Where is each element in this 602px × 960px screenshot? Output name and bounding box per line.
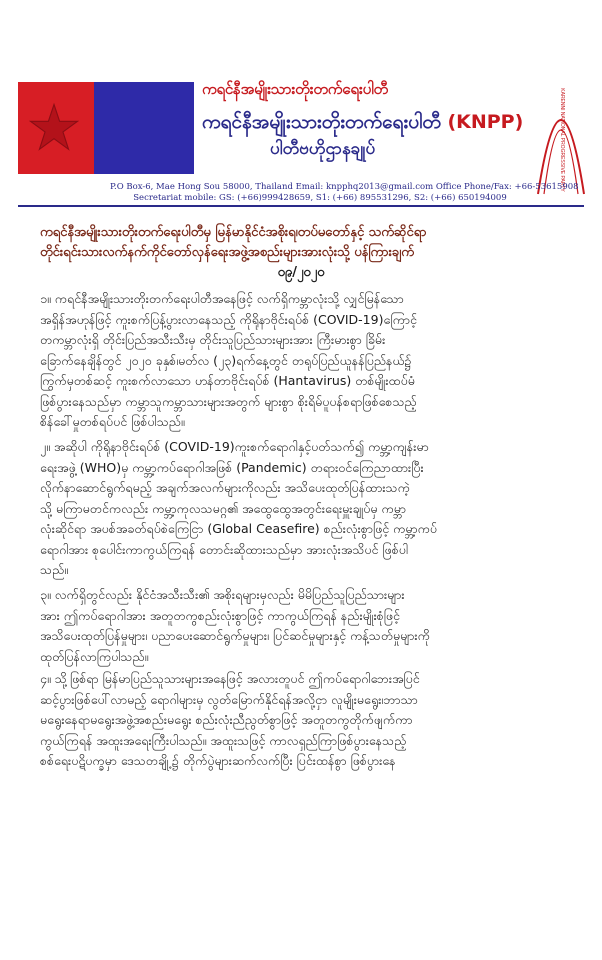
paragraph-line: လုံးဆိုင်ရာ အပစ်အခတ်ရပ်စဲကြေငြာ (Global Ceasefire) စည်းလုံးစွာဖြင့် ကမ္ဘာ့ကပ် bbox=[40, 521, 438, 536]
paragraph-line: ကြွက်မှတစ်ဆင့် ကူးစက်လာသော ဟန်တာဗိုင်းရပ်စ် (Hantavirus) တစ်မျိုးထပ်မံ bbox=[40, 373, 415, 388]
paragraph-line: စိန်ခေါ်မှုတစ်ရပ်ပင် ဖြစ်ပါသည်။ bbox=[40, 414, 185, 429]
paragraph-line: ၂။ အဆိုပါ ကိုရိုနာဗိုင်းရပ်စ် (COVID-19)ကူးစက်ရောဂါနှင့်ပတ်သက်၍ ကမ္ဘာ့ကျန်းမာ bbox=[40, 439, 429, 454]
contact-address: P.O Box-6, Mae Hong Sou 58000, Thailand Email: knpphq2013@gmail.com Office Phone/Fax: +66-53615908 bbox=[110, 182, 579, 192]
paragraph-line: ထုတ်ပြန်လာကြပါသည်။ bbox=[40, 648, 149, 664]
paragraph-line: ကွယ်ကြရန် အထူးအရေးကြီးပါသည်။ အထူးသဖြင့် ကာလရှည်ကြာဖြစ်ပွားနေသည့် bbox=[40, 732, 407, 748]
paragraph-line: မရွေးနေရာမရွေးအဖွဲ့အစည်းမရွေး စည်းလုံးညီညွတ်စွာဖြင့် အတူတကွတိုက်ဖျက်ကာ bbox=[40, 712, 413, 727]
paragraph-line: လိုက်နာဆောင်ရွက်ရမည့် အချက်အလက်များကိုလည်း အသိပေးထုတ်ပြန်ထားသကဲ့ bbox=[40, 480, 410, 495]
paragraph-line: အသိပေးထုတ်ပြန်မှုများ၊ ပညာပေးဆောင်ရွက်မှုများ၊ ပြင်ဆင်မှုများနှင့် ကန့်သတ်မှုများကို bbox=[40, 628, 430, 643]
paragraph-line: သည်။ bbox=[40, 562, 68, 577]
star-icon bbox=[26, 100, 82, 156]
paragraph-line: ၄။ သို့ဖြစ်ရာ မြန်မာပြည်သူသားများအနေဖြင့် အလားတူပင် ဤကပ်ရောဂါဘေးအပြင် bbox=[40, 671, 420, 686]
org-headquarters: ပါတီဗဟိုဌာနချုပ် bbox=[270, 139, 376, 159]
paragraph-line: စစ်ရေးပဋိပက္ခမှာ ဒေသတချို့၌ တိုက်ပွဲများဆက်လက်ပြီး ပြင်းထန်စွာ ဖြစ်ပွားနေ bbox=[40, 753, 396, 768]
org-name-line2 bbox=[202, 110, 542, 138]
paragraph-line: ရေးအဖွဲ့ (WHO)မှ ကမ္ဘာ့ကပ်ရောဂါအဖြစ် (Pandemic) တရားဝင်ကြေညာထားပြီး bbox=[40, 459, 424, 475]
org-name-line1: ကရင်နီအမျိုးသားတိုးတက်ရေးပါတီ bbox=[202, 80, 388, 98]
letterhead-divider bbox=[18, 205, 584, 207]
org-abbreviation: (KNPP) bbox=[447, 111, 524, 133]
paragraph-line: ရောဂါအား စုပေါင်းကာကွယ်ကြရန် တောင်းဆိုထားသည်မှာ အားလုံးအသိပင် ဖြစ်ပါ bbox=[40, 541, 409, 557]
paragraph-line: ၁။ ကရင်နီအမျိုးသားတိုးတက်ရေးပါတီအနေဖြင့် လက်ရှိကမ္ဘာလုံးသို့ လျှင်မြန်သော bbox=[40, 291, 404, 306]
seal-text: KARENNI NATIONAL PROGRESSIVE PARTY bbox=[559, 88, 565, 192]
org-name-burmese: ကရင်နီအမျိုးသားတိုးတက်ရေးပါတီ bbox=[202, 111, 441, 133]
paragraph-line: ၃။ လက်ရှိတွင်လည်း နိုင်ငံအသီးသီး၏ အစိုးရများမှလည်း မိမိပြည်သူပြည်သားများ bbox=[40, 587, 405, 602]
paragraph-line: တကမ္ဘာလုံးရှိ တိုင်းပြည်အသီးသီးမှ တိုင်းသူပြည်သားများအား ကြီးမားစွာ ခြိမ်း bbox=[40, 332, 386, 347]
party-flag bbox=[18, 82, 194, 174]
flag-red-field bbox=[18, 82, 94, 174]
statement-title-line2: တိုင်းရင်းသားလက်နက်ကိုင်တော်လှန်ရေးအဖွဲ့အစည်းများအားလုံးသို့ ပန်ကြားချက် bbox=[40, 245, 414, 260]
paragraph-line: အား ဤကပ်ရောဂါအား အတူတကွစည်းလုံးစွာဖြင့် ကာကွယ်ကြရန် နည်းမျိုးစုံဖြင့် bbox=[40, 607, 400, 623]
paragraph-line: အရှိန်အဟုန်ဖြင့် ကူးစက်ပြန့်ပွားလာနေသည့် ကိုရိုနာဗိုင်းရပ်စ် (COVID-19)ကြောင့် bbox=[40, 311, 417, 327]
paragraph-line: ဆင့်ပွားဖြစ်ပေါ်လာမည့် ရောဂါများမှ လွတ်မြောက်နိုင်ရန်အလို့ငှာ လူမျိုးမရွေး၊ဘာသာ bbox=[40, 691, 418, 707]
statement-number: ၀၉/၂၀၂၀ bbox=[277, 265, 325, 280]
contact-mobile: Secretariat mobile: GS: (+66)999428659, S1: (+66) 895531296, S2: (+66) 650194009 bbox=[133, 193, 507, 203]
paragraph-line: ခြောက်နေချိန်တွင် ၂၀၂၀ ခုနှစ်၊မတ်လ (၂၃)ရက်နေ့တွင် တရုပ်ပြည်ယူနန်ပြည်နယ်၌ bbox=[40, 352, 412, 368]
paragraph-line: သို့ မကြာမတင်ကလည်း ကမ္ဘာ့ကုလသမဂ္ဂ၏ အထွေထွေအတွင်းရေးမှူးချုပ်မှ ကမ္ဘာ bbox=[40, 500, 407, 516]
paragraph-line: ဖြစ်ပွားနေသည်မှာ ကမ္ဘာသူကမ္ဘာသားများအတွက် များစွာ စိုးရိမ်ပူပန်စရာဖြစ်စေသည့် bbox=[40, 393, 417, 409]
statement-title-line1: ကရင်နီအမျိုးသားတိုးတက်ရေးပါတီမှ မြန်မာနိုင်ငံအစိုးရ၊တပ်မတော်နှင့် သက်ဆိုင်ရာ bbox=[40, 225, 427, 240]
